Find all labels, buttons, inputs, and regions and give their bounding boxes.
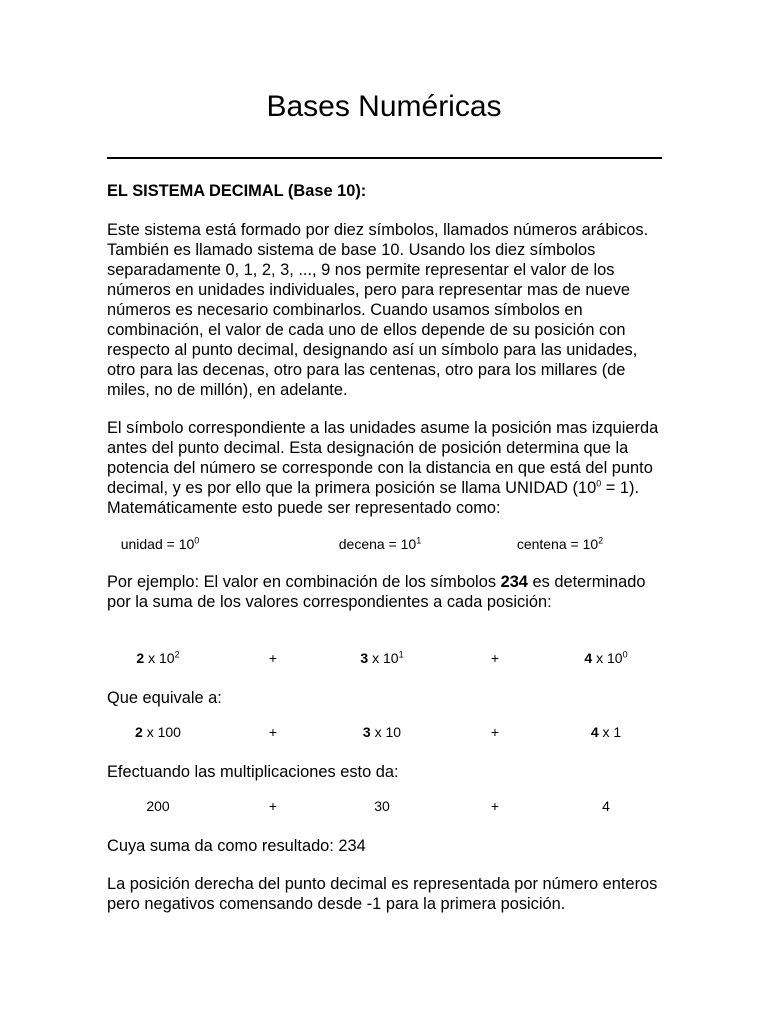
- paragraph-example: [107, 572, 667, 612]
- calc-row-values: [0, 724, 768, 744]
- term: 4 x $10^0$: [584, 649, 628, 666]
- plus-sign: +: [268, 724, 278, 740]
- term: 200: [146, 798, 170, 814]
- term: 4 x 1: [590, 724, 622, 740]
- paragraph-position: [107, 418, 667, 518]
- line-suma: Cuya suma da como resultado: 234: [107, 837, 366, 855]
- term: 3 x 10: [362, 724, 402, 740]
- line-efectuando: Efectuando las multiplicaciones esto da:: [107, 763, 399, 781]
- term: 2 x 100: [135, 724, 181, 740]
- line-equivale: Que equivale a:: [107, 689, 222, 707]
- unit-label: unidad = $10^0$: [120, 535, 200, 552]
- paragraph-example-text-a: Por ejemplo: El valor en combinación de los símbolos: [107, 573, 501, 591]
- unit-label: centena = $10^2$: [516, 535, 604, 552]
- plus-sign: +: [490, 798, 500, 814]
- term: 4: [602, 798, 610, 814]
- superscript: 0: [596, 478, 602, 489]
- calc-row-products: [0, 798, 768, 818]
- title-divider: [107, 157, 662, 159]
- paragraph-intro: [107, 220, 667, 400]
- paragraph-intro-text: Este sistema está formado por diez símbolos, llamados números arábicos. También es llamado sistema de base 10. Usando los diez símbolos separadamente 0, 1, 2, 3, ..., 9 nos permite representar el valor de los números en unidades individuales, pero para representar mas de nueve números es necesario combinarlos. Cuando usamos símbolos en combinación, el valor de cada uno de ellos depende de su posición con respecto al punto decimal, designando así un símbolo para las unidades, otro para las decenas, otro para las centenas, otro para los millares (de miles, no de millón), en adelante.: [107, 221, 649, 399]
- term: 30: [374, 798, 390, 814]
- plus-sign: +: [490, 650, 500, 666]
- term: 2 x $10^2$: [136, 649, 180, 666]
- calc-row-powers: [0, 650, 768, 670]
- units-row: [0, 536, 768, 556]
- term: 3 x $10^1$: [360, 649, 404, 666]
- unit-label: decena = $10^1$: [338, 535, 422, 552]
- paragraph-position-text-b: = 1). Matemáticamente esto puede ser representado como:: [107, 479, 640, 517]
- plus-sign: +: [490, 724, 500, 740]
- plus-sign: +: [268, 650, 278, 666]
- paragraph-position-text-a: El símbolo correspondiente a las unidades asume la posición mas izquierda antes del punto decimal. Esta designación de posición determina que la potencia del número se corresponde con la distancia en que está del punto decimal, y es por ello que la primera posición se llama UNIDAD (10: [107, 419, 659, 497]
- paragraph-negative: La posición derecha del punto decimal es representada por número enteros pero negativos comensando desde -1 para la primera posición.: [107, 875, 658, 913]
- section-heading: EL SISTEMA DECIMAL (Base 10):: [107, 182, 367, 200]
- example-number: 234: [500, 573, 528, 591]
- plus-sign: +: [268, 798, 278, 814]
- page-title: Bases Numéricas: [266, 90, 502, 123]
- paragraph-example-text-b: es determinado por la suma de los valores correspondientes a cada posición:: [107, 573, 646, 611]
